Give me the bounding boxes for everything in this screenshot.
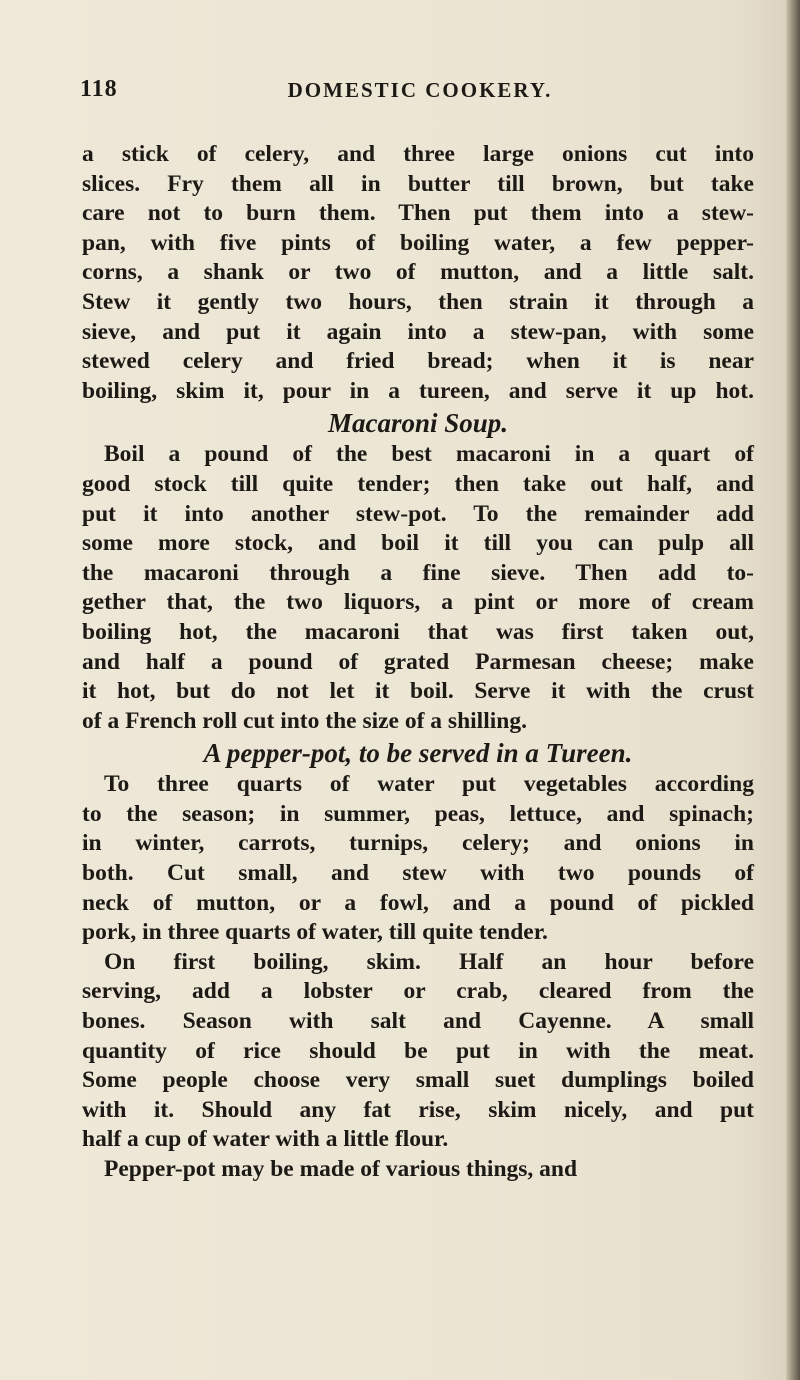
text-line: Boil a pound of the best macaroni in a quart of <box>104 441 754 468</box>
text-line: pork, in three quarts of water, till quite tender. <box>82 919 548 946</box>
text-line: Pepper-pot may be made of various things, and <box>104 1156 578 1182</box>
text-line: pan, with five pints of boiling water, a few pepper- <box>82 229 754 256</box>
text-line: both. Cut small, and stew with two pounds of <box>82 860 754 887</box>
pepper-pot-paragraph <box>82 770 754 1184</box>
text-line: some more stock, and boil it till you can pulp all <box>82 530 754 557</box>
running-head: DOMESTIC COOKERY. <box>287 78 553 102</box>
page-number: 118 <box>80 76 118 102</box>
text-line: and half a pound of grated Parmesan cheese; make <box>82 648 754 675</box>
text-line: a stick of celery, and three large onions cut into <box>82 141 754 167</box>
intro-paragraph <box>82 140 754 406</box>
text-line: good stock till quite tender; then take out half, and <box>82 470 754 497</box>
text-line: in winter, carrots, turnips, celery; and onions in <box>82 830 754 857</box>
text-line: boiling hot, the macaroni that was first taken out, <box>82 618 754 645</box>
text-line: slices. Fry them all in butter till brown, but take <box>82 170 754 197</box>
page-header <box>80 76 760 116</box>
text-line: On first boiling, skim. Half an hour before <box>104 948 754 975</box>
text-line: the macaroni through a fine sieve. Then add to- <box>82 559 754 586</box>
macaroni-soup-paragraph <box>82 440 754 736</box>
text-line: bones. Season with salt and Cayenne. A small <box>82 1008 754 1035</box>
text-line: Stew it gently two hours, then strain it through a <box>82 288 754 315</box>
text-line: To three quarts of water put vegetables according <box>104 771 754 798</box>
text-line: boiling, skim it, pour in a tureen, and serve it up hot. <box>82 377 754 404</box>
text-line: stewed celery and fried bread; when it is near <box>82 348 754 375</box>
text-line: serving, add a lobster or crab, cleared from the <box>82 978 754 1005</box>
page-edge-shadow <box>786 0 800 1380</box>
text-line: it hot, but do not let it boil. Serve it with the crust <box>82 678 754 705</box>
text-line: corns, a shank or two of mutton, and a little salt. <box>82 259 754 286</box>
text-line: sieve, and put it again into a stew-pan, with some <box>82 318 754 345</box>
text-line: gether that, the two liquors, a pint or more of cream <box>82 589 754 616</box>
text-line: care not to burn them. Then put them into a stew- <box>82 200 754 227</box>
text-line: to the season; in summer, peas, lettuce, and spinach; <box>82 800 754 827</box>
text-line: Some people choose very small suet dumplings boiled <box>82 1067 754 1094</box>
text-line: half a cup of water with a little flour. <box>82 1126 449 1153</box>
section-heading-pepper-pot: A pepper-pot, to be served in a Tureen. <box>203 738 633 769</box>
section-heading-macaroni-soup: Macaroni Soup. <box>327 408 509 439</box>
text-line: put it into another stew-pot. To the remainder add <box>82 500 754 527</box>
text-line: of a French roll cut into the size of a shilling. <box>82 707 527 734</box>
text-line: quantity of rice should be put in with the meat. <box>82 1037 754 1064</box>
text-line: with it. Should any fat rise, skim nicely, and put <box>82 1096 754 1123</box>
page-body <box>82 140 754 1185</box>
text-line: neck of mutton, or a fowl, and a pound of pickled <box>82 889 754 916</box>
